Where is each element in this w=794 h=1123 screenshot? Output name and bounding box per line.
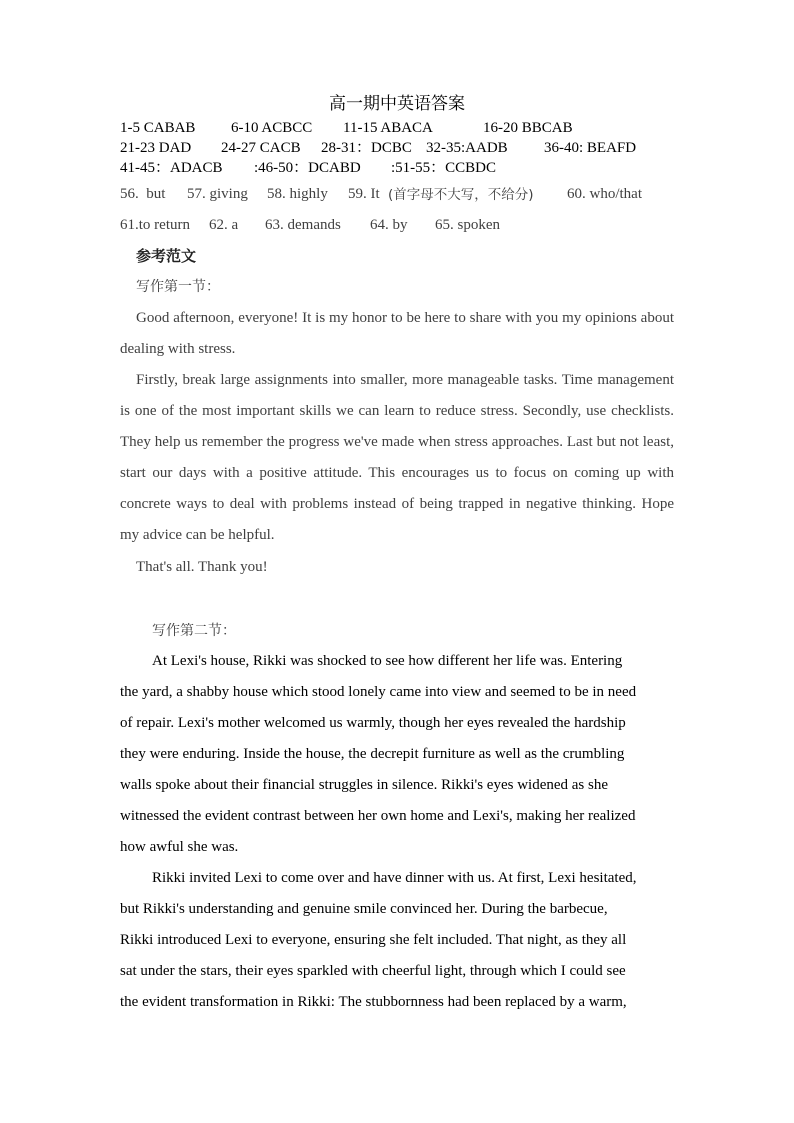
fill-answer: 65. spoken (435, 217, 500, 233)
text-line: At Lexi's house, Rikki was shocked to see how different her life was. Entering (152, 653, 623, 669)
answer-group: 1-5 CABAB (120, 120, 196, 136)
writing2-paragraph-1 (120, 646, 671, 863)
text-line: sat under the stars, their eyes sparkled with cheerful light, through which I could see (120, 963, 626, 979)
answer-group: 6-10 ACBCC (231, 120, 313, 136)
writing2-paragraph-2 (120, 863, 671, 1018)
writing2-label: 写作第二节： (152, 623, 236, 639)
text-line: how awful she was. (120, 839, 239, 855)
text-line: the yard, a shabby house which stood lonely came into view and seemed to be in need (120, 684, 637, 700)
text-line: Rikki invited Lexi to come over and have dinner with us. At first, Lexi hesitated, (152, 870, 637, 886)
page-title: 高一期中英语答案 (329, 94, 465, 114)
fill-answer: 56. but (120, 186, 166, 202)
fill-answer: 57. giving (187, 186, 248, 202)
answer-group: 32-35:AADB (426, 140, 508, 156)
writing1-paragraph-3: That's all. Thank you! (136, 559, 268, 575)
fill-answer: 62. a (209, 217, 239, 233)
sample-essay-heading: 参考范文 (136, 247, 197, 265)
fill-answer: 61.to return (120, 217, 190, 233)
answer-group: 21-23 DAD (120, 140, 192, 156)
text-line: walls spoke about their financial struggles in silence. Rikki's eyes widened as she (120, 777, 609, 793)
writing1-paragraph-2: Firstly, break large assignments into smaller, more manageable tasks. Time management is one of the most important skills we can learn to reduce stress. Secondly, use checklists. They help us remember the progress we've made when stress approaches. Last but not least, start our days with a positive attitude. This encourages us to focus on coming up with concrete ways to deal with problems instead of being trapped in negative thinking. Hope my advice can be helpful. (120, 372, 674, 543)
answer-group: :51-55：CCBDC (391, 160, 497, 176)
answer-group: 36-40: BEAFD (544, 140, 637, 156)
fill-note: (首字母不大写，不给分) (388, 187, 534, 203)
fill-answer: 64. by (370, 217, 408, 233)
answer-group: 24-27 CACB (221, 140, 301, 156)
text-line: of repair. Lexi's mother welcomed us warmly, though her eyes revealed the hardship (120, 715, 626, 731)
text-line: but Rikki's understanding and genuine smile convinced her. During the barbecue, (120, 901, 608, 917)
answer-group: 41-45：ADACB (120, 160, 223, 176)
fill-answer: 58. highly (267, 186, 328, 202)
fill-answer: 63. demands (265, 217, 341, 233)
answer-group: 11-15 ABACA (343, 120, 433, 136)
fill-answer: 59. It (348, 186, 380, 202)
fill-answer: 60. who/that (567, 186, 642, 202)
text-line: they were enduring. Inside the house, the decrepit furniture as well as the crumbling (120, 746, 625, 762)
answer-group: 28-31：DCBC (321, 140, 412, 156)
writing1-paragraph-1: Good afternoon, everyone! It is my honor to be here to share with you my opinions about dealing with stress. (120, 310, 674, 357)
answer-group: :46-50：DCABD (254, 160, 361, 176)
text-line: witnessed the evident contrast between her own home and Lexi's, making her realized (120, 808, 636, 824)
answer-group: 16-20 BBCAB (483, 120, 573, 136)
text-line: the evident transformation in Rikki: The stubbornness had been replaced by a warm, (120, 994, 627, 1010)
writing1-label: 写作第一节： (136, 279, 220, 295)
text-line: Rikki introduced Lexi to everyone, ensuring she felt included. That night, as they all (120, 932, 627, 948)
